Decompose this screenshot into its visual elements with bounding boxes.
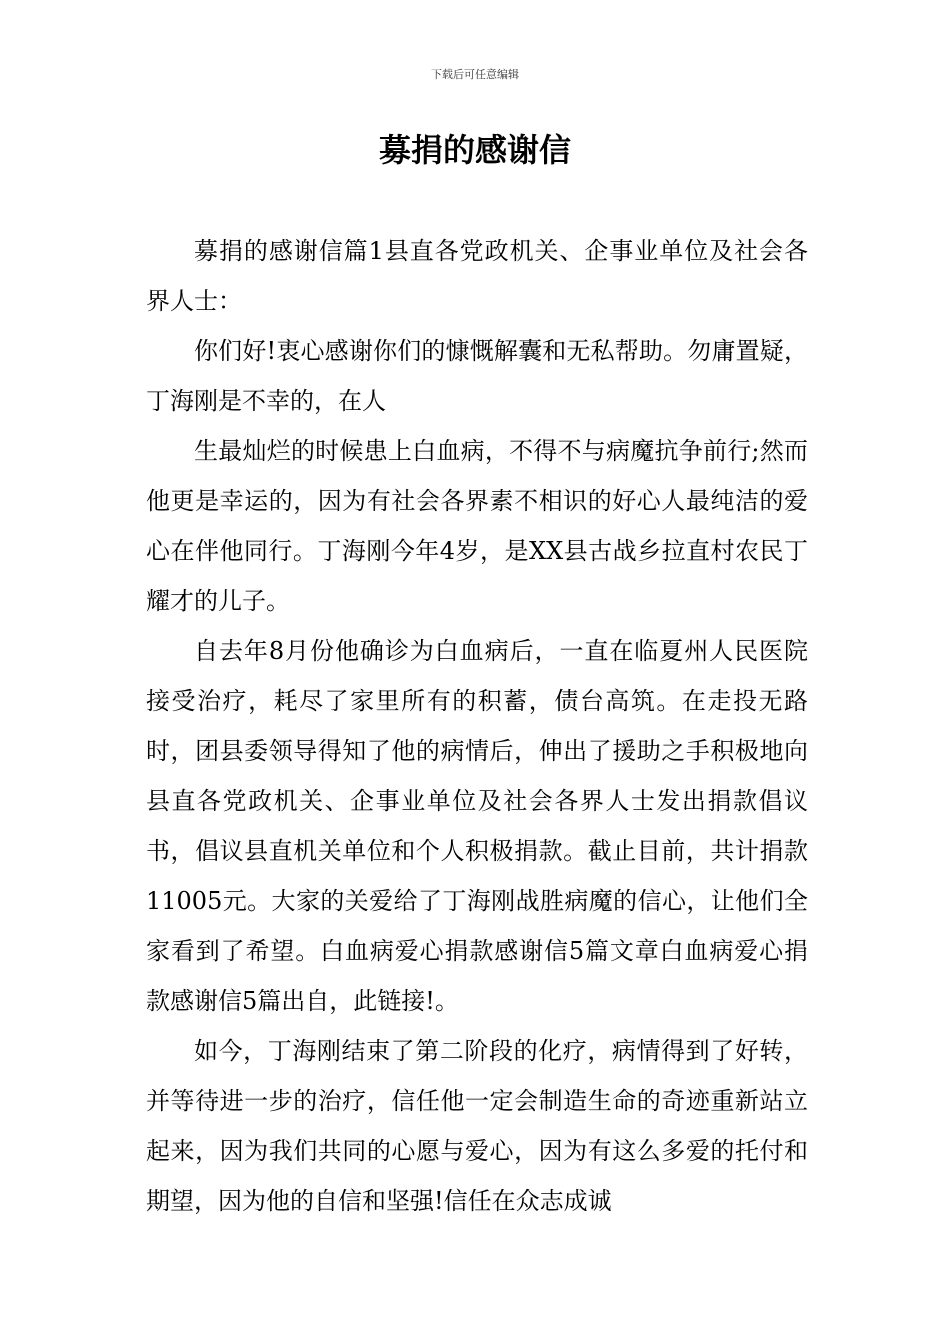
header-note: 下载后可任意编辑 bbox=[431, 68, 519, 81]
paragraph: 如今，丁海刚结束了第二阶段的化疗，病情得到了好转，并等待进一步的治疗，信任他一定会制造生命的奇迹重新站立起来，因为我们共同的心愿与爱心，因为有这么多爱的托付和期望，因为他的自信和坚强!信任在众志成诚 bbox=[146, 1037, 808, 1215]
paragraph: 生最灿烂的时候患上白血病，不得不与病魔抗争前行;然而他更是幸运的，因为有社会各界素不相识的好心人最纯洁的爱心在伴他同行。丁海刚今年4岁，是XX县古战乡拉直村农民丁耀才的儿子。 bbox=[146, 437, 808, 615]
document-title: 募捐的感谢信 bbox=[378, 131, 571, 169]
paragraph: 募捐的感谢信篇1县直各党政机关、企事业单位及社会各界人士： bbox=[146, 237, 808, 315]
document-body bbox=[146, 226, 808, 1226]
paragraph: 你们好!衷心感谢你们的慷慨解囊和无私帮助。勿庸置疑，丁海刚是不幸的，在人 bbox=[146, 337, 808, 415]
paragraph: 自去年8月份他确诊为白血病后，一直在临夏州人民医院接受治疗，耗尽了家里所有的积蓄，债台高筑。在走投无路时，团县委领导得知了他的病情后，伸出了援助之手积极地向县直各党政机关、企事业单位及社会各界人士发出捐款倡议书，倡议县直机关单位和个人积极捐款。截止目前，共计捐款11005元。大家的关爱给了丁海刚战胜病魔的信心，让他们全家看到了希望。白血病爱心捐款感谢信5篇文章白血病爱心捐款感谢信5篇出自，此链接!。 bbox=[146, 637, 808, 1015]
